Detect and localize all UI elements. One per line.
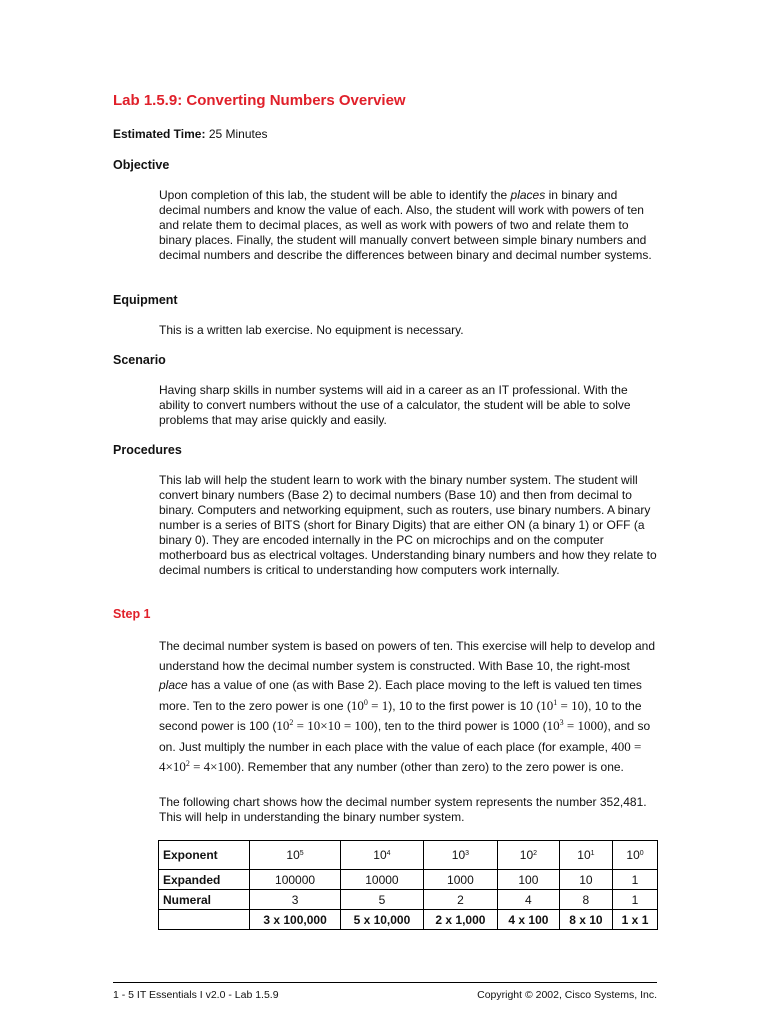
row-label-numeral: Numeral [159, 890, 250, 910]
numeral-cell: 5 [341, 890, 424, 910]
estimated-time [113, 127, 268, 141]
exponent-cell: $10^5$ [250, 841, 341, 870]
expanded-cell: 1000 [423, 870, 497, 890]
objective-text: Upon completion of this lab, the student will be able to identify the places in binary and decimal numbers and know the value of each. Also, the student will work with powers of ten and relate them to decimal places, as well as work with powers of two and relate them to binary places. Finally, the student will manually convert between simple binary numbers and decimal numbers and describe the differences between binary and decimal number systems. [159, 188, 652, 262]
exponent-cell: $10^2$ [498, 841, 560, 870]
estimated-time-label: Estimated Time: [113, 127, 206, 141]
expanded-cell: 10000 [341, 870, 424, 890]
step1-heading: Step 1 [113, 607, 151, 621]
product-cell: 1 x 1 [613, 910, 658, 930]
product-cell: 2 x 1,000 [423, 910, 497, 930]
numeral-cell: 3 [250, 890, 341, 910]
expanded-cell: 100000 [250, 870, 341, 890]
emphasis-place: place [159, 678, 188, 692]
step1-chart-intro: The following chart shows how the decimal number system represents the number 352,481. This will help in understanding the binary number system. [159, 795, 647, 824]
estimated-time-value: 25 Minutes [208, 127, 268, 141]
math-400-example: $400 = 4\times 10^2 = 4\times 100$ [159, 738, 642, 774]
row-label-expanded: Expanded [159, 870, 250, 890]
exponent-cell: $10^1$ [559, 841, 612, 870]
chart-row-numeral [159, 890, 658, 910]
objective-heading: Objective [113, 158, 170, 172]
chart-row-exponent [159, 841, 658, 870]
footer-rule [113, 982, 657, 983]
math-10-pow-3: $10^3 = 1000$ [546, 718, 604, 733]
footer-right: Copyright © 2002, Cisco Systems, Inc. [477, 989, 657, 1001]
product-cell: 8 x 10 [559, 910, 612, 930]
chart-row-products [159, 910, 658, 930]
math-10-pow-1: $10^1 = 10$ [540, 697, 585, 713]
numeral-cell: 4 [498, 890, 560, 910]
equipment-heading: Equipment [113, 293, 178, 307]
row-label-exponent: Exponent [159, 841, 250, 870]
chart-row-expanded [159, 870, 658, 890]
scenario-text: Having sharp skills in number systems will aid in a career as an IT professional. With the ability to convert numbers without the use of a calculator, the student will be able to solve problems that may arise quickly and easily. [159, 383, 631, 427]
decimal-place-chart [158, 840, 658, 930]
numeral-cell: 8 [559, 890, 612, 910]
scenario-heading: Scenario [113, 353, 166, 367]
equipment-text: This is a written lab exercise. No equipment is necessary. [159, 323, 464, 337]
procedures-text: This lab will help the student learn to work with the binary number system. The student will convert binary numbers (Base 2) to decimal numbers (Base 10) and then from decimal to binary. Computers and networking equipment, such as routers, use binary numbers. A binary number is a series of BITS (short for Binary Digits) that are either ON (a binary 1) or OFF (a binary 0). They are encoded internally in the PC on microchips and on the computer motherboard bus as electrical voltages. Understanding binary numbers and how they relate to decimal numbers is critical to understanding how computers work internally. [159, 473, 657, 577]
row-label-empty [159, 910, 250, 930]
math-10-pow-0: $10^0 = 1$ [350, 697, 389, 713]
exponent-cell: $10^0$ [613, 841, 658, 870]
numeral-cell: 1 [613, 890, 658, 910]
lab-title: Lab 1.5.9: Converting Numbers Overview [113, 92, 406, 109]
math-10-pow-2: $10^2 = 10\times 10 = 100$ [276, 718, 374, 733]
exponent-cell: $10^4$ [341, 841, 424, 870]
product-cell: 4 x 100 [498, 910, 560, 930]
product-cell: 3 x 100,000 [250, 910, 341, 930]
numeral-cell: 2 [423, 890, 497, 910]
exponent-cell: $10^3$ [423, 841, 497, 870]
expanded-cell: 1 [613, 870, 658, 890]
footer-left: 1 - 5 IT Essentials I v2.0 - Lab 1.5.9 [113, 989, 279, 1001]
product-cell: 5 x 10,000 [341, 910, 424, 930]
procedures-heading: Procedures [113, 443, 182, 457]
step1-paragraph: The decimal number system is based on powers of ten. This exercise will help to develop and understand how the decimal number system is constructed. With Base 10, the right-most place has a value of one (as with Base 2). Each place moving to the left is valued ten times more. Ten to the zero power is one $(10^0 = 1)$, 10 to the first power is 10 $(10^1 = 10)$, 10 to the second power is 100 $(10^2 = 10\times 10 = 100)$, ten to the third power is 1000 $(10^3 = 1000)$, and so on. Just multiply the number in each place with the value of each place (for example, $400 = 4\times 10^2 = 4\times 100$). Remember that any number (other than zero) to the zero power is one. [159, 639, 656, 774]
expanded-cell: 100 [498, 870, 560, 890]
expanded-cell: 10 [559, 870, 612, 890]
emphasis-places: places [510, 188, 546, 202]
